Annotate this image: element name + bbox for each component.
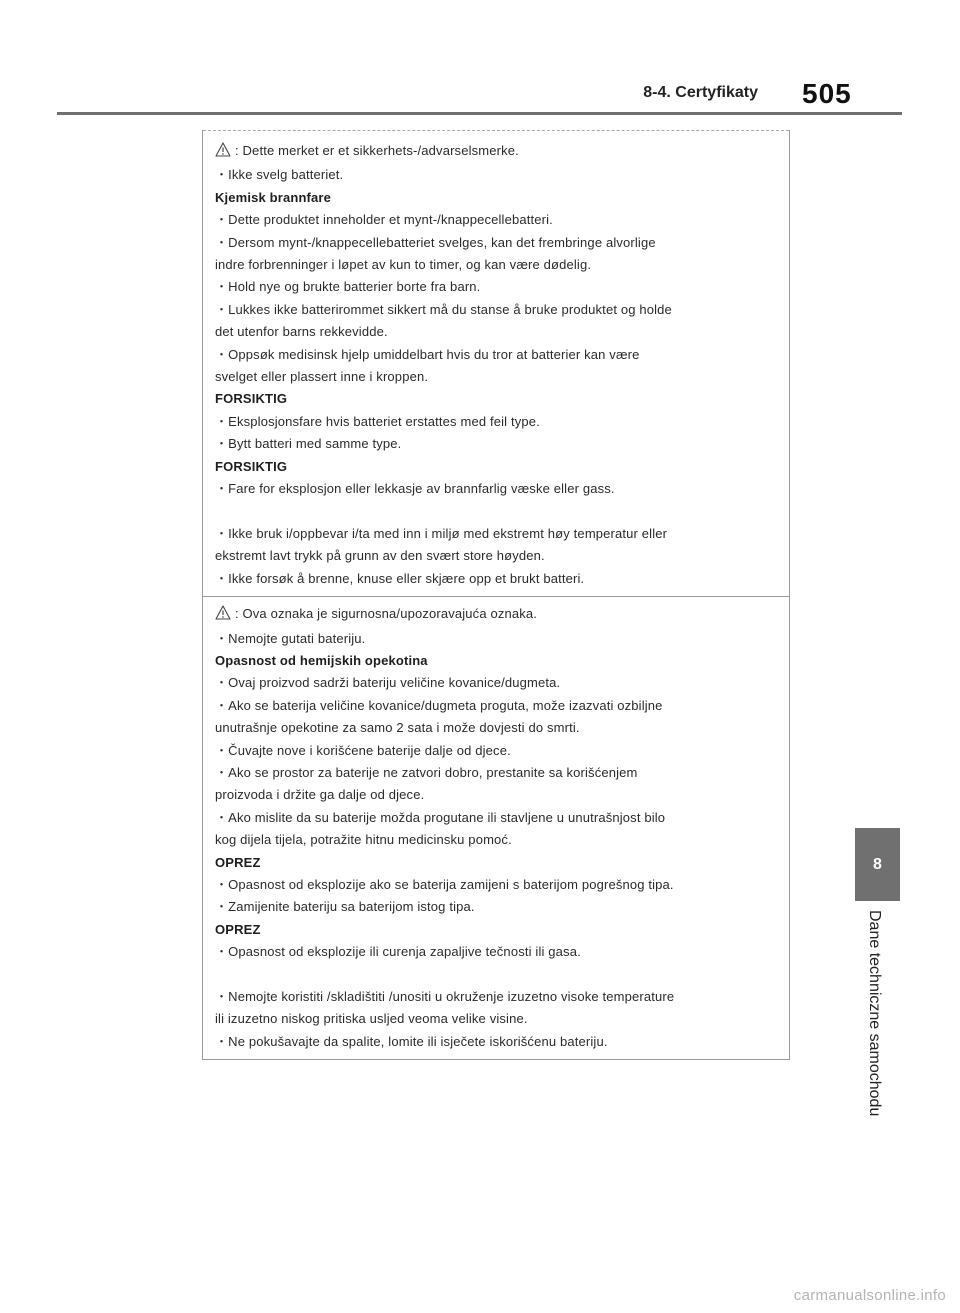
- text-line: [215, 1031, 789, 1053]
- text-line: [215, 299, 789, 321]
- text-line: [215, 568, 789, 590]
- line-text: det utenfor barns rekkevidde.: [215, 324, 388, 340]
- text-line: [215, 762, 789, 784]
- line-text: ・Eksplosjonsfare hvis batteriet erstattes med feil type.: [215, 413, 540, 429]
- text-line: [215, 941, 789, 963]
- text-line: [215, 603, 789, 627]
- section-title: 8-4. Certyfikaty: [643, 84, 758, 101]
- line-text: FORSIKTIG: [215, 458, 288, 474]
- line-text: ・Lukkes ikke batterirommet sikkert må du stanse å bruke produktet og holde: [215, 301, 672, 317]
- line-text: ・Opasnost od eksplozije ako se baterija zamijeni s baterijom pogrešnog tipa.: [215, 876, 674, 892]
- text-line: [215, 366, 789, 388]
- header-rule: [57, 112, 902, 115]
- line-text: ・Ako se prostor za baterije ne zatvori dobro, prestanite sa korišćenjem: [215, 764, 638, 780]
- text-line: [215, 140, 789, 164]
- text-line: [215, 321, 789, 343]
- line-text: ・Ikke svelg batteriet.: [215, 167, 344, 183]
- text-line: [215, 344, 789, 366]
- text-line: [215, 986, 789, 1008]
- text-line: [215, 784, 789, 806]
- text-line: [215, 1008, 789, 1030]
- blank-line: [215, 964, 789, 986]
- blank-line: [215, 501, 789, 523]
- line-text: : Ova oznaka je sigurnosna/upozoravajuća oznaka.: [235, 606, 538, 622]
- certificate-box: [202, 130, 790, 1060]
- chapter-tab[interactable]: [855, 828, 900, 901]
- line-text: : Dette merket er et sikkerhets-/advarselsmerke.: [235, 143, 519, 158]
- line-text: ekstremt lavt trykk på grunn av den svært store høyden.: [215, 548, 545, 564]
- line-text: ・Ne pokušavajte da spalite, lomite ili isječete iskorišćenu bateriju.: [215, 1033, 608, 1049]
- line-text: ・Zamijenite bateriju sa baterijom istog tipa.: [215, 899, 475, 915]
- line-text: ・Oppsøk medisinsk hjelp umiddelbart hvis du tror at batterier kan være: [215, 346, 640, 362]
- text-line: [215, 628, 789, 650]
- line-text: OPREZ: [215, 854, 261, 870]
- certificate-block: [203, 130, 789, 596]
- line-text: indre forbrenninger i løpet av kun to timer, og kan være dødelig.: [215, 257, 592, 273]
- text-line: [215, 695, 789, 717]
- certificate-block: [203, 596, 789, 1060]
- line-text: ・Ikke forsøk å brenne, knuse eller skjære opp et brukt batteri.: [215, 570, 585, 586]
- text-line: [215, 478, 789, 500]
- line-text: ・Dette produktet inneholder et mynt-/knappecellebatteri.: [215, 212, 553, 228]
- text-line: [215, 411, 789, 433]
- line-text: kog dijela tijela, potražite hitnu medicinsku pomoć.: [215, 832, 512, 848]
- page-number: 505: [802, 78, 852, 109]
- line-text: ・Nemojte koristiti /skladištiti /unositi u okruženje izuzetno visoke temperature: [215, 989, 675, 1004]
- text-line: [215, 740, 789, 762]
- warning-triangle-icon: [215, 605, 231, 627]
- line-text: ・Čuvajte nove i korišćene baterije dalje od djece.: [215, 742, 511, 758]
- section-heading: [215, 187, 789, 209]
- section-heading: [215, 919, 789, 941]
- line-text: Kjemisk brannfare: [215, 189, 331, 205]
- section-heading: [215, 650, 789, 672]
- text-line: [215, 874, 789, 896]
- text-line: [215, 829, 789, 851]
- warning-triangle-icon: [215, 142, 231, 164]
- section-heading: [215, 456, 789, 478]
- text-line: [215, 254, 789, 276]
- line-text: svelget eller plassert inne i kroppen.: [215, 369, 429, 385]
- line-text: proizvoda i držite ga dalje od djece.: [215, 787, 425, 803]
- line-text: unutrašnje opekotine za samo 2 sata i može dovjesti do smrti.: [215, 720, 580, 736]
- line-text: ・Ovaj proizvod sadrži bateriju veličine kovanice/dugmeta.: [215, 675, 561, 691]
- line-text: ・Ako se baterija veličine kovanice/dugmeta proguta, može izazvati ozbiljne: [215, 697, 663, 713]
- text-line: [215, 232, 789, 254]
- text-line: [215, 717, 789, 739]
- section-heading: [215, 852, 789, 874]
- text-line: [215, 672, 789, 694]
- line-text: ・Opasnost od eksplozije ili curenja zapaljive tečnosti ili gasa.: [215, 944, 581, 960]
- text-line: [215, 523, 789, 545]
- line-text: ili izuzetno niskog pritiska usljed veoma velike visine.: [215, 1011, 528, 1027]
- line-text: ・Dersom mynt-/knappecellebatteriet svelges, kan det frembringe alvorlige: [215, 234, 656, 250]
- line-text: ・Bytt batteri med samme type.: [215, 436, 402, 452]
- text-line: [215, 433, 789, 455]
- chapter-label: Dane techniczne samochodu: [866, 910, 883, 1117]
- text-line: [215, 807, 789, 829]
- line-text: Opasnost od hemijskih opekotina: [215, 652, 428, 668]
- line-text: ・Fare for eksplosjon eller lekkasje av brannfarlig væske eller gass.: [215, 481, 615, 497]
- section-heading: [215, 388, 789, 410]
- text-line: [215, 164, 789, 186]
- line-text: ・Nemojte gutati bateriju.: [215, 630, 366, 646]
- line-text: ・Ako mislite da su baterije možda progutane ili stavljene u unutrašnjost bilo: [215, 809, 666, 825]
- line-text: OPREZ: [215, 921, 261, 937]
- line-text: ・Ikke bruk i/oppbevar i/ta med inn i miljø med ekstremt høy temperatur eller: [215, 525, 668, 541]
- chapter-number: 8: [873, 855, 882, 873]
- watermark-text: carmanualsonline.info: [793, 1287, 946, 1304]
- text-line: [215, 896, 789, 918]
- text-line: [215, 276, 789, 298]
- line-text: ・Hold nye og brukte batterier borte fra barn.: [215, 279, 481, 295]
- text-line: [215, 209, 789, 231]
- text-line: [215, 545, 789, 567]
- line-text: FORSIKTIG: [215, 391, 288, 407]
